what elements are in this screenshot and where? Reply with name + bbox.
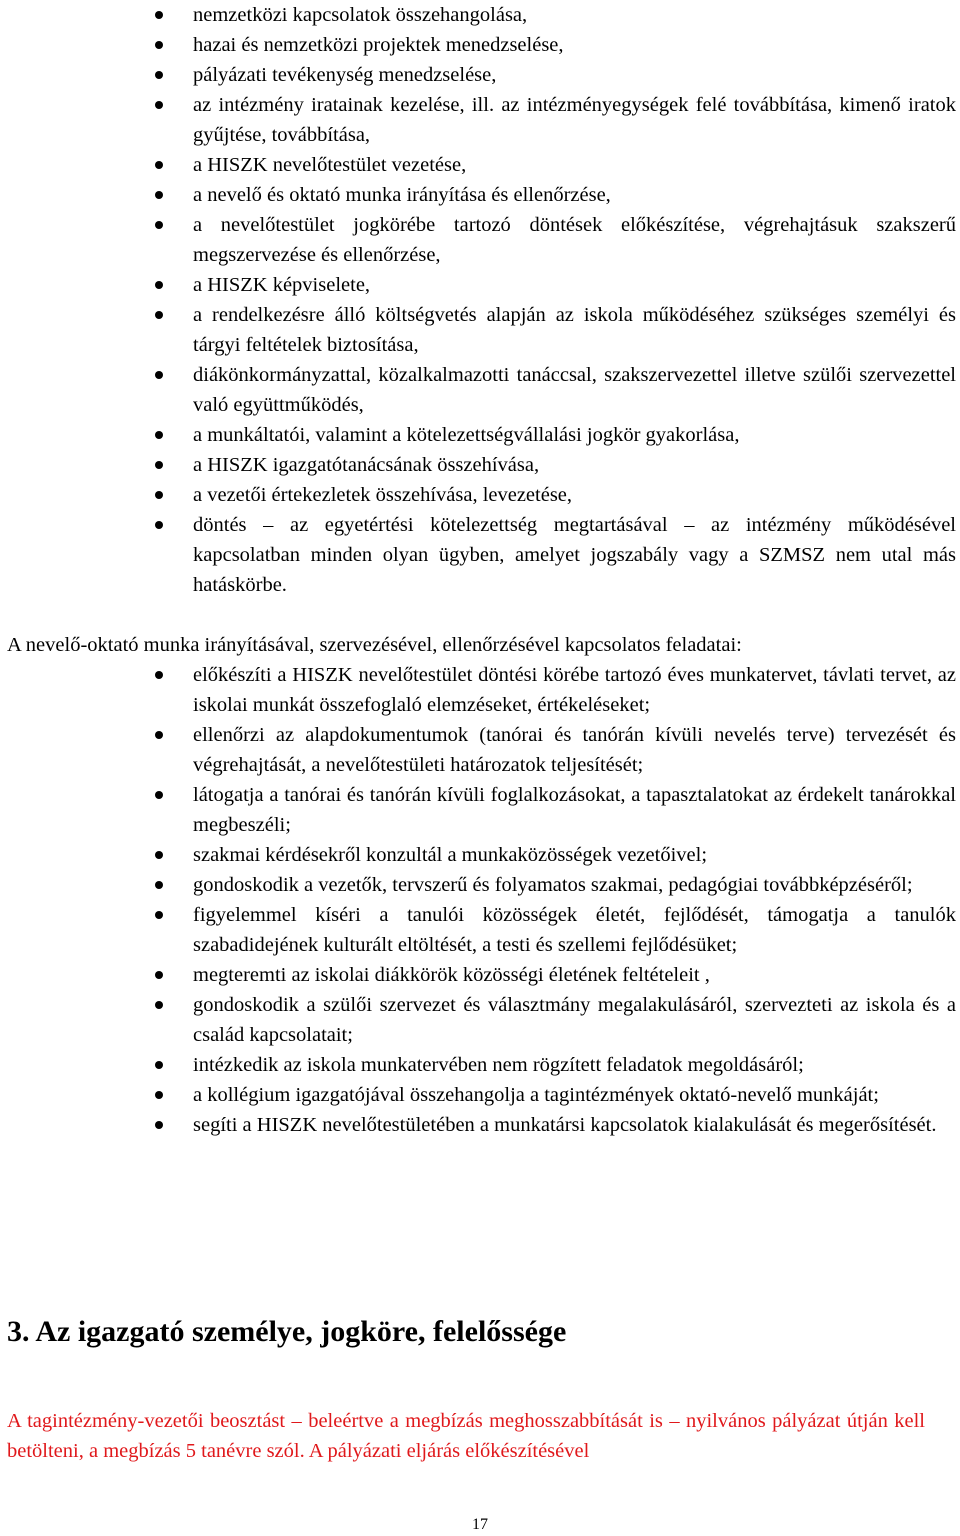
list-item: ellenőrzi az alapdokumentumok (tanórai és tanórán kívüli nevelés terve) tervezését és végrehajtását, a nevelőtestületi határozatok teljesítését; [0, 720, 960, 780]
list-item: a nevelőtestület jogkörébe tartozó döntések előkészítése, végrehajtásuk szakszerű megszervezése és ellenőrzése, [0, 210, 960, 270]
list-item: szakmai kérdésekről konzultál a munkaközösségek vezetőivel; [0, 840, 960, 870]
section-intro: A nevelő-oktató munka irányításával, szervezésével, ellenőrzésével kapcsolatos feladatai: [7, 634, 742, 656]
list-item: diákönkormányzattal, közalkalmazotti tanáccsal, szakszervezettel illetve szülői szervezettel való együttműködés, [0, 360, 960, 420]
list-item: látogatja a tanórai és tanórán kívüli foglalkozásokat, a tapasztalatokat az érdekelt tanárokkal megbeszéli; [0, 780, 960, 840]
teaching-duties-list [0, 660, 960, 1140]
list-item: a kollégium igazgatójával összehangolja a tagintézmények oktató-nevelő munkáját; [0, 1080, 960, 1110]
list-item: döntés – az egyetértési kötelezettség megtartásával – az intézmény működésével kapcsolatban minden olyan ügyben, amelyet jogszabály vagy a SZMSZ nem utal más hatáskörbe. [0, 510, 960, 600]
duties-list [0, 0, 960, 600]
list-item: a rendelkezésre álló költségvetés alapján az iskola működéséhez szükséges személyi és tárgyi feltételek biztosítása, [0, 300, 960, 360]
list-item: segíti a HISZK nevelőtestületében a munkatársi kapcsolatok kialakulását és megerősítését. [0, 1110, 960, 1140]
list-item: gondoskodik a szülői szervezet és választmány megalakulásáról, szervezteti az iskola és a család kapcsolatait; [0, 990, 960, 1050]
list-item: előkészíti a HISZK nevelőtestület döntési körébe tartozó éves munkatervet, távlati tervet, az iskolai munkát összefoglaló elemzéseket, értékeléseket; [0, 660, 960, 720]
list-item: az intézmény iratainak kezelése, ill. az intézményegységek felé továbbítása, kimenő iratok gyűjtése, továbbítása, [0, 90, 960, 150]
list-item: a HISZK igazgatótanácsának összehívása, [0, 450, 960, 480]
list-item: megteremti az iskolai diákkörök közösségi életének feltételeit , [0, 960, 960, 990]
list-item: a nevelő és oktató munka irányítása és ellenőrzése, [0, 180, 960, 210]
list-item: intézkedik az iskola munkatervében nem rögzített feladatok megoldásáról; [0, 1050, 960, 1080]
section-heading: 3. Az igazgató személye, jogköre, felelőssége [7, 1315, 567, 1348]
list-item: pályázati tevékenység menedzselése, [0, 60, 960, 90]
list-item: nemzetközi kapcsolatok összehangolása, [0, 0, 960, 30]
list-item: a vezetői értekezletek összehívása, levezetése, [0, 480, 960, 510]
list-item: hazai és nemzetközi projektek menedzselése, [0, 30, 960, 60]
list-item: a HISZK képviselete, [0, 270, 960, 300]
list-item: a HISZK nevelőtestület vezetése, [0, 150, 960, 180]
red-paragraph: A tagintézmény-vezetői beosztást – beleértve a megbízás meghosszabbítását is – nyilvános pályázat útján kell betölteni, a megbízás 5 tanévre szól. A pályázati eljárás előkészítésével [7, 1410, 925, 1462]
page-number: 17 [472, 1516, 488, 1533]
list-item: gondoskodik a vezetők, tervszerű és folyamatos szakmai, pedagógiai továbbképzéséről; [0, 870, 960, 900]
list-item: a munkáltatói, valamint a kötelezettségvállalási jogkör gyakorlása, [0, 420, 960, 450]
list-item: figyelemmel kíséri a tanulói közösségek életét, fejlődését, támogatja a tanulók szabadidejének kulturált eltöltését, a testi és szellemi fejlődésüket; [0, 900, 960, 960]
